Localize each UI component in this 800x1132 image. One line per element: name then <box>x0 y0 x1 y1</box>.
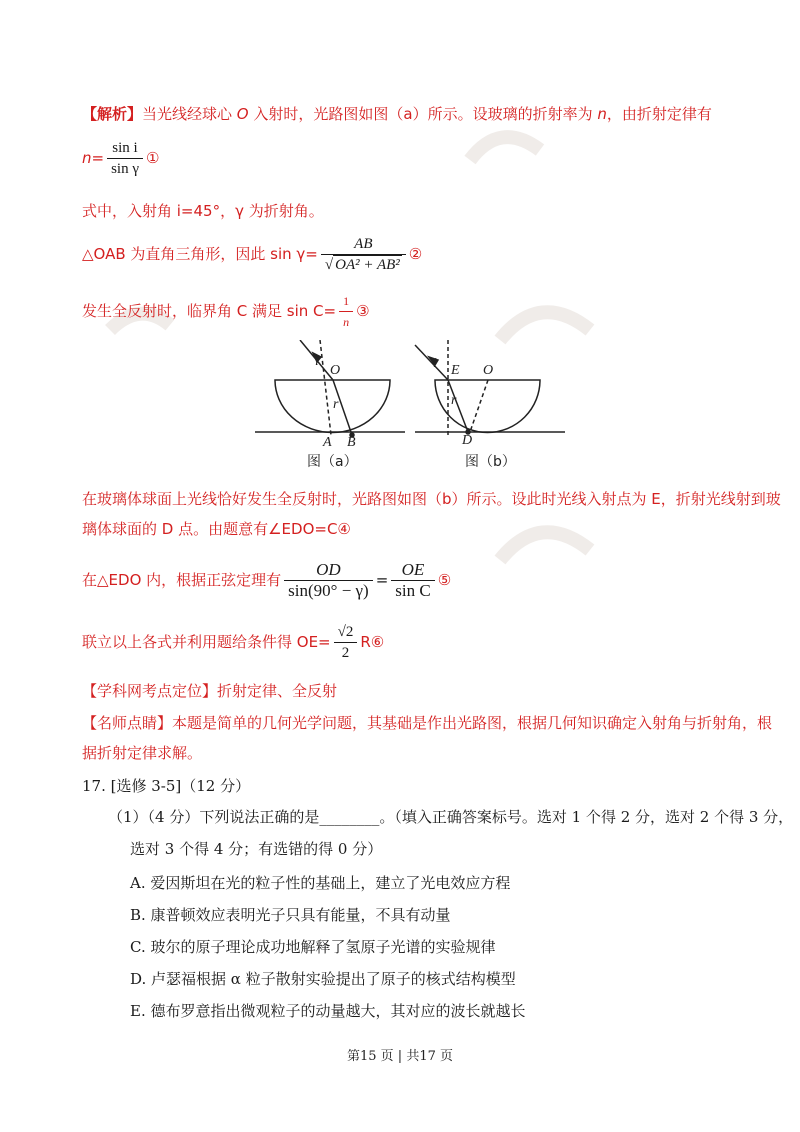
numerator: √2 <box>334 622 358 643</box>
option-c: C. 玻尔的原子理论成功地解释了氢原子光谱的实验规律 <box>130 938 496 956</box>
kaodian-text: 折射定律、全反射 <box>217 682 338 700</box>
label-D: D <box>462 433 473 448</box>
option-b: B. 康普顿效应表明光子只具有能量，不具有动量 <box>130 906 451 924</box>
mingshi-text: 本题是简单的几何光学问题，其基础是作出光路图，根据几何知识确定入射角与折射角，根 <box>172 714 773 732</box>
figure-b <box>415 340 565 435</box>
analysis-line-1 <box>82 103 712 125</box>
page-footer: 第15 页 | 共17 页 <box>347 1049 453 1064</box>
analysis-line-6: 在玻璃体球面上光线恰好发生全反射时，光路图如图（b）所示。设此时光线入射点为 E，折射光线射到玻 <box>82 490 781 508</box>
eq-mark: ⑤ <box>437 571 452 589</box>
numerator: AB <box>321 234 406 255</box>
figure-a <box>255 340 405 437</box>
fraction-1 <box>284 560 373 601</box>
denominator: sin C <box>395 581 431 600</box>
label-E: E <box>451 363 460 378</box>
equation-1 <box>82 138 159 179</box>
analysis-line-3: 式中，入射角 i=45°，γ 为折射角。 <box>82 202 324 220</box>
label-O-b: O <box>483 363 494 378</box>
eq-mark: ③ <box>356 302 370 320</box>
eq-mark: ① <box>145 149 160 167</box>
var-n: n <box>597 105 607 123</box>
numerator: 1 <box>339 291 353 312</box>
label-r-a: r <box>333 397 339 412</box>
analysis-line-7: 璃体球面的 D 点。由题意有∠EDO=C④ <box>82 520 351 538</box>
numerator: OE <box>391 560 434 581</box>
text: 当光线经球心 <box>142 105 237 123</box>
denominator: 2 <box>341 645 350 661</box>
text: 联立以上各式并利用题给条件得 OE= <box>82 633 331 651</box>
denominator: OA² + AB² <box>335 257 400 273</box>
denominator: n <box>343 315 350 329</box>
equation-6 <box>82 622 384 663</box>
text: R⑥ <box>360 633 385 651</box>
text: △OAB 为直角三角形，因此 sin γ= <box>82 245 318 263</box>
caption-b: 图（b） <box>465 454 516 470</box>
label-O-a: O <box>330 363 341 378</box>
fraction-2 <box>391 560 434 601</box>
label-r-b: r <box>451 393 457 408</box>
mingshi-line-2: 据折射定律求解。 <box>82 744 203 762</box>
equation-5 <box>82 560 451 601</box>
kaodian-tag: 【学科网考点定位】 <box>82 682 218 700</box>
option-e: E. 德布罗意指出微观粒子的动量越大，其对应的波长就越长 <box>130 1002 526 1020</box>
numerator: sin i <box>107 138 143 159</box>
eq-mark: ② <box>408 245 423 263</box>
label-A: A <box>323 435 332 450</box>
kaodian-line <box>82 680 337 702</box>
question-17-sub1: （1）（4 分）下列说法正确的是________。（填入正确答案标号。选对 1 个得 2 分，选对 2 个得 3 分， <box>108 808 794 826</box>
var-O: O <box>236 105 249 123</box>
analysis-tag: 【解析】 <box>82 105 143 123</box>
fraction <box>334 622 358 663</box>
label-i-a: i <box>315 354 319 369</box>
equation-2 <box>82 234 422 275</box>
label-B: B <box>347 435 356 450</box>
denominator: sin γ <box>111 161 139 177</box>
fraction: $\frac{AB}{\text{√ OA² + AB²}}$ <box>321 234 406 275</box>
text: ，由折射定律有 <box>606 105 712 123</box>
text: 入射时，光路图如图（a）所示。设玻璃的折射率为 <box>248 105 598 123</box>
text: 发生全反射时，临界角 C 满足 sin C= <box>82 302 337 320</box>
option-d: D. 卢瑟福根据 α 粒子散射实验提出了原子的核式结构模型 <box>130 970 516 988</box>
caption-a: 图（a） <box>307 454 358 470</box>
option-a: A. 爱因斯坦在光的粒子性的基础上，建立了光电效应方程 <box>130 874 511 892</box>
fraction <box>107 138 143 179</box>
text: 在△EDO 内，根据正弦定理有 <box>82 571 282 589</box>
label-i-b: i <box>433 356 437 371</box>
mingshi-tag: 【名师点睛】 <box>82 714 173 732</box>
denominator: sin(90° − γ) <box>288 581 369 600</box>
fraction <box>339 291 353 332</box>
equals: = <box>375 571 389 589</box>
eq-lhs: n= <box>82 149 105 167</box>
optics-figure <box>255 340 585 480</box>
question-17-header: 17. [选修 3-5]（12 分） <box>82 777 251 795</box>
numerator: OD <box>284 560 373 581</box>
mingshi-line-1 <box>82 712 772 734</box>
equation-3 <box>82 291 370 332</box>
question-17-sub1-cont: 选对 3 个得 4 分；有选错的得 0 分） <box>130 840 383 858</box>
